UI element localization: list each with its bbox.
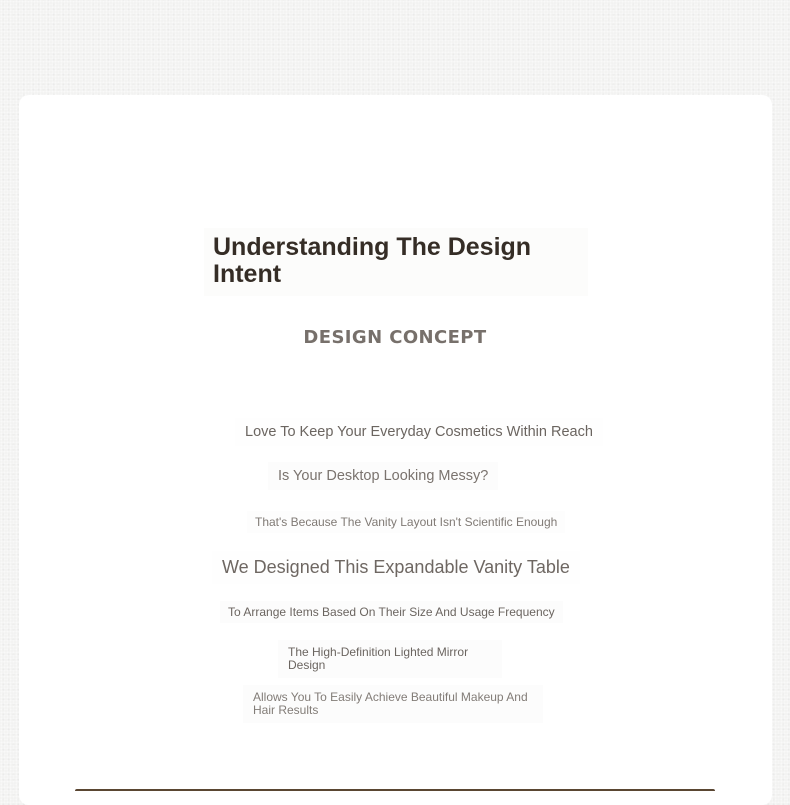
title-container bbox=[204, 228, 588, 296]
section-title: Understanding The Design Intent bbox=[213, 233, 532, 288]
intro-line: Love To Keep Your Everyday Cosmetics Within Reach bbox=[235, 418, 603, 446]
arrangement-line: To Arrange Items Based On Their Size And Usage Frequency bbox=[220, 601, 563, 623]
mirror-line: The High-Definition Lighted Mirror Design bbox=[278, 640, 502, 678]
headline-line: We Designed This Expandable Vanity Table bbox=[212, 551, 580, 584]
result-line: Allows You To Easily Achieve Beautiful Makeup And Hair Results bbox=[243, 685, 543, 723]
reason-line: That's Because The Vanity Layout Isn't Scientific Enough bbox=[247, 511, 565, 533]
question-line: Is Your Desktop Looking Messy? bbox=[268, 462, 498, 490]
section-label: DESIGN CONCEPT bbox=[303, 327, 487, 348]
